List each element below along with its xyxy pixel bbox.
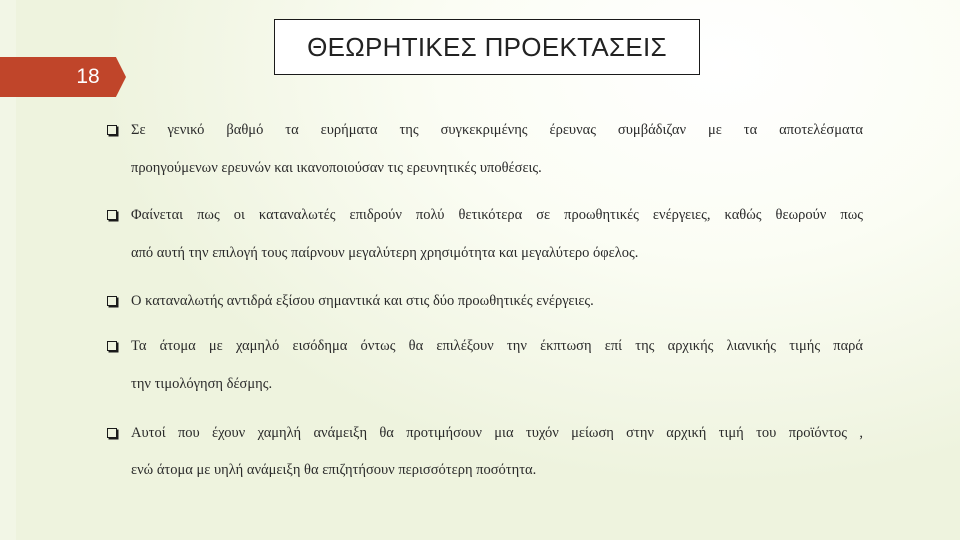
- square-bullet-icon: [107, 296, 117, 306]
- bullet-2-line-2: από αυτή την επιλογή τους παίρνουν μεγαλύτερη χρησιμότητα και μεγαλύτερο όφελος.: [131, 245, 639, 261]
- slide-number: 18: [76, 65, 100, 88]
- bullet-4-line-2: την τιμολόγηση δέσμης.: [131, 376, 273, 392]
- bullet-3-line-1: Ο καταναλωτής αντιδρά εξίσου σημαντικά και στις δύο προωθητικές ενέργειες.: [131, 293, 594, 309]
- bullet-1-line-1: Σε γενικό βαθμό τα ευρήματα της συγκεκριμένης έρευνας συμβάδιζαν με τα αποτελέσματα: [131, 122, 863, 138]
- bullet-5-line-1: Αυτοί που έχουν χαμηλή ανάμειξη θα προτιμήσουν μια τυχόν μείωση στην αρχική τιμή του προϊόντος ,: [131, 425, 863, 441]
- square-bullet-icon: [107, 428, 117, 438]
- square-bullet-icon: [107, 341, 117, 351]
- square-bullet-icon: [107, 125, 117, 135]
- bullet-5-line-2: ενώ άτομα με υηλή ανάμειξη θα επιζητήσουν περισσότερη ποσότητα.: [131, 462, 537, 478]
- bullet-4-line-1: Τα άτομα με χαμηλό εισόδημα όντως θα επιλέξουν την έκπτωση επί της αρχικής λιανικής τιμής παρά: [131, 338, 863, 354]
- title-box: [274, 19, 700, 75]
- square-bullet-icon: [107, 210, 117, 220]
- bullet-2-line-1: Φαίνεται πως οι καταναλωτές επιδρούν πολύ θετικότερα σε προωθητικές ενέργειες, καθώς θεωρούν πως: [131, 207, 863, 223]
- bullet-1-line-2: προηγούμενων ερευνών και ικανοποιούσαν τις ερευνητικές υποθέσεις.: [131, 160, 542, 176]
- slide-title: ΘΕΩΡΗΤΙΚΕΣ ΠΡΟΕΚΤΑΣΕΙΣ: [307, 31, 667, 62]
